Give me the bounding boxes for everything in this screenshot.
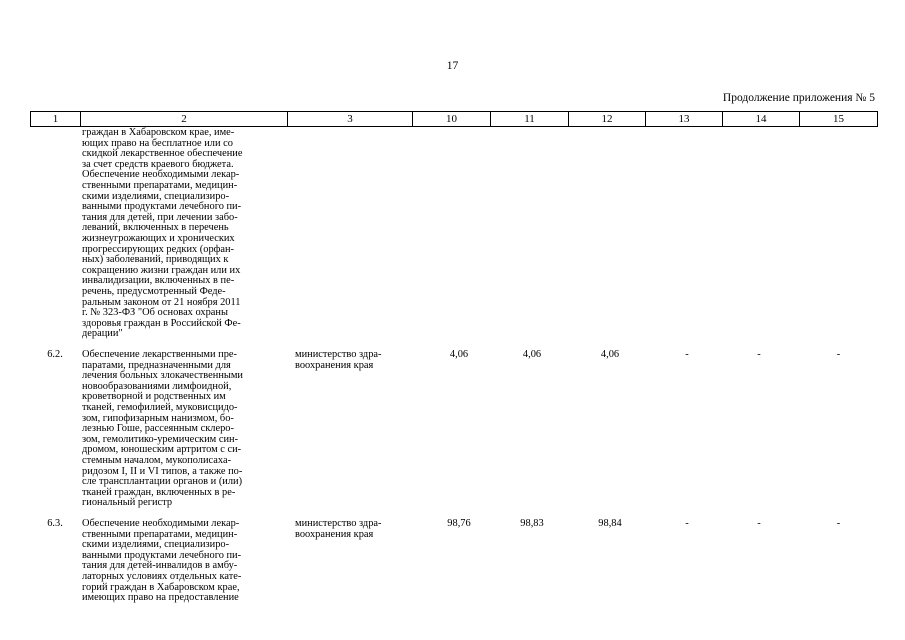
description-line: лезнью Гоше, рассеянным склеро- [82,423,234,435]
row-executor [295,519,415,540]
description-line: речень, предусмотренный Феде- [82,285,226,297]
row-number: 6.2. [47,349,63,360]
column-number-header [30,111,878,127]
value-col-11: 4,06 [522,349,542,360]
description-line: тания для детей-инвалидов в амбу- [82,560,238,572]
description-line: Обеспечение необходимыми лекар- [82,169,240,181]
description-line: ственными препаратами, медицин- [82,179,238,191]
continuation-label: Продолжение приложения № 5 [722,92,875,104]
header-col-11: 11 [491,112,569,127]
description-line: тканей, гемофилией, муковисцидо- [82,401,238,413]
description-line: зом, гипофизарным нанизмом, бо- [82,412,234,424]
header-col-14: 14 [723,112,800,127]
header-col-1: 1 [31,112,81,127]
description-line: сле трансплантации органов и (или) [82,476,243,488]
value-col-11: 98,83 [520,518,544,529]
description-line: латорных условиях отдельных кате- [82,570,242,582]
description-line: ственными препаратами, медицин- [82,528,238,540]
header-col-3: 3 [288,112,413,127]
value-col-10: 98,76 [447,518,471,529]
executor-line: министерство здра- [295,349,382,360]
description-line: инвалидизации, включенных в пе- [82,275,235,287]
row-executor [295,350,415,371]
description-line: здоровья граждан в Российской Фе- [82,317,241,329]
row-number: 6.3. [47,518,63,529]
description-line: ванными продуктами лечебного пи- [82,549,242,561]
description-line: за счет средств краевого бюджета. [82,158,234,170]
description-line: зом, гемолитико-уремическим син- [82,433,239,445]
description-line: скими изделиями, специализиро- [82,190,230,202]
value-col-12: 4,06 [600,349,620,360]
value-col-12: 98,84 [598,518,622,529]
description-line: лечения больных злокачественными [82,370,243,382]
description-line: дромом, юношеским артритом с си- [82,444,242,456]
value-col-14: - [757,518,761,529]
description-line: имеющих право на предоставление [82,592,239,604]
description-line: граждан в Хабаровском крае, име- [82,127,235,138]
header-col-13: 13 [646,112,723,127]
description-line: гиональный регистр [82,497,173,509]
description-line: сокращению жизни граждан или их [82,264,241,276]
header-col-12: 12 [569,112,646,127]
description-line: кроветворной и родственных им [82,391,226,403]
description-line: скими изделиями, специализиро- [82,539,230,551]
row-description [82,350,285,509]
description-line: ридозом I, II и VI типов, а также по- [82,465,243,477]
header-col-15: 15 [800,112,878,127]
header-col-2: 2 [81,112,288,127]
description-line: ральным законом от 21 ноября 2011 [82,296,241,308]
header-col-10: 10 [413,112,491,127]
value-col-13: - [685,518,689,529]
executor-line: министерство здра- [295,518,382,529]
description-line: скидкой лекарственное обеспечение [82,148,243,160]
description-line: стемным началом, мукополисаха- [82,454,232,466]
description-line: Обеспечение лекарственными пре- [82,349,237,360]
description-line: новообразованиями лимфоидной, [82,380,232,392]
description-line: ванными продуктами лечебного пи- [82,201,242,213]
value-col-14: - [757,349,761,360]
description-line: тания для детей, при лечении забо- [82,211,238,223]
value-col-15: - [836,518,841,529]
executor-line: воохранения края [295,528,374,540]
value-col-15: - [836,349,841,360]
description-line: горий граждан в Хабаровском крае, [82,581,240,593]
value-col-10: 4,06 [449,349,469,360]
description-line: паратами, предназначенными для [82,359,231,371]
description-line: г. № 323-ФЗ "Об основах охраны [82,307,228,319]
description-line: ных) заболеваний, приводящих к [82,254,229,266]
description-line: леваний, включенных в перечень [82,222,229,234]
row-description [82,519,285,604]
description-line: жизнеугрожающих и хронических [82,232,235,244]
description-line: ющих право на бесплатное или со [82,137,233,149]
row-description [82,128,285,340]
description-line: прогрессирующих редких (орфан- [82,243,235,255]
description-line: дерации" [82,328,123,340]
value-col-13: - [685,349,689,360]
description-line: Обеспечение необходимыми лекар- [82,518,240,529]
description-line: тканей граждан, включенных в ре- [82,486,236,498]
page-number: 17 [446,60,459,72]
executor-line: воохранения края [295,359,374,371]
